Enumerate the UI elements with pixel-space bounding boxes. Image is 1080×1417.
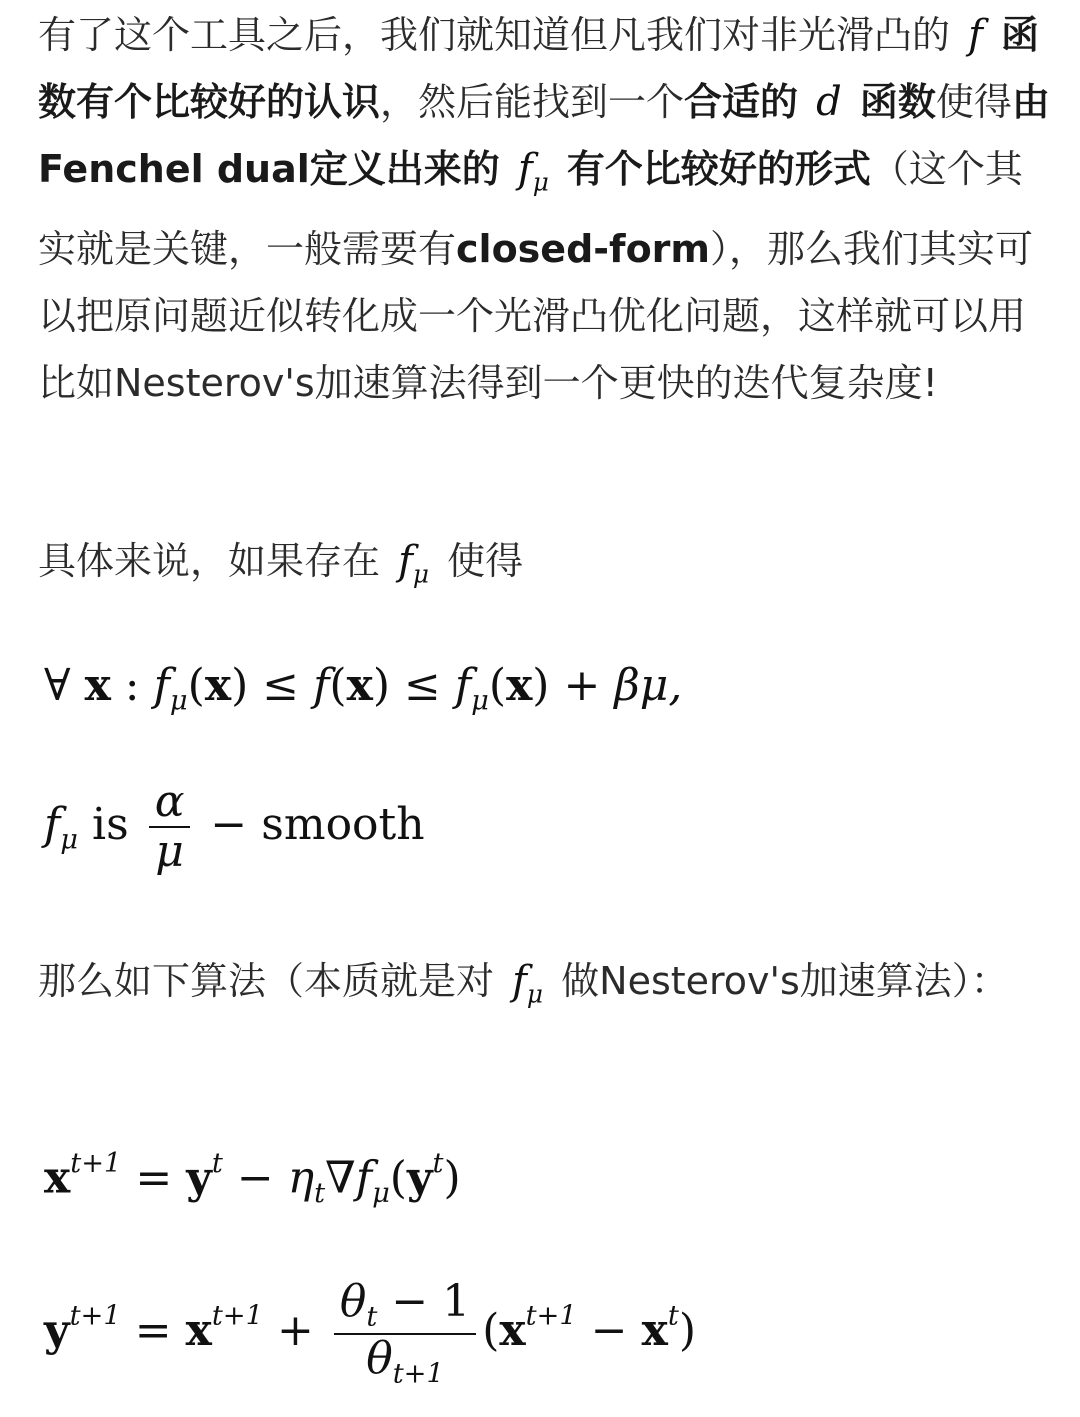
text: 有了这个工具之后，我们就知道但凡我们对非光滑凸的 [38,13,951,57]
math-f-mu: $f_\mu$ [517,146,549,197]
math-f-mu: $f_\mu$ [398,538,430,589]
paragraph-specifically [38,528,1058,608]
fraction-theta: $\frac{\theta_t - 1}{\theta_{t+1}}$ [334,1278,476,1389]
bold-text: closed-form [456,226,711,271]
bold-text: 合适的 [684,80,799,124]
paragraph-intro [38,2,1058,417]
bold-text: 有个比较好的形式 [566,147,871,191]
text: ），那么我们其实可以把原问题近似转化成一个光滑凸优化问题，这样就可以用比如Nesterov's加速算法得到一个更快的迭代复杂度! [38,226,1034,405]
paragraph-algorithm [38,948,1058,1028]
math-f-mu: $f_\mu$ [512,958,544,1009]
text: 使得 [447,539,524,583]
text: 使得 [935,80,1012,124]
equation-y-update: $y^{t+1} = x^{t+1}$ + $\frac{\theta_t - 1}{\theta_{t+1}}$ $(x^{t+1} - x^t)$ [44,1276,696,1390]
text: 那么如下算法（本质就是对 [38,959,495,1003]
math-f: f [968,12,983,58]
text: （这个其实就是关键，一般需要有 [38,147,1023,271]
fraction-alpha-over-mu: $\frac{\alpha}{\mu}$ [149,778,191,877]
text: 具体来说，如果存在 [38,539,381,583]
text: 做Nesterov's加速算法）： [561,959,1009,1003]
bold-text: 由Fenchel dual定义出来的 [38,80,1050,191]
bold-text: 函数有个比较好的认识 [38,13,1040,124]
bold-text: 函数 [859,80,936,124]
equation-bounds: ∀ x : $f_\mu(x) \le f(x) \le f_\mu(x) + \beta\mu$, [44,660,683,717]
math-d: d [816,79,842,125]
text: ，然后能找到一个 [380,80,685,124]
equation-x-update: $x^{t+1} = y^t - \eta_t\nabla f_\mu(y^t)$ [44,1148,461,1209]
equation-smooth: $f_\mu$ is $\frac{\alpha}{\mu}$ − smooth [44,776,425,878]
